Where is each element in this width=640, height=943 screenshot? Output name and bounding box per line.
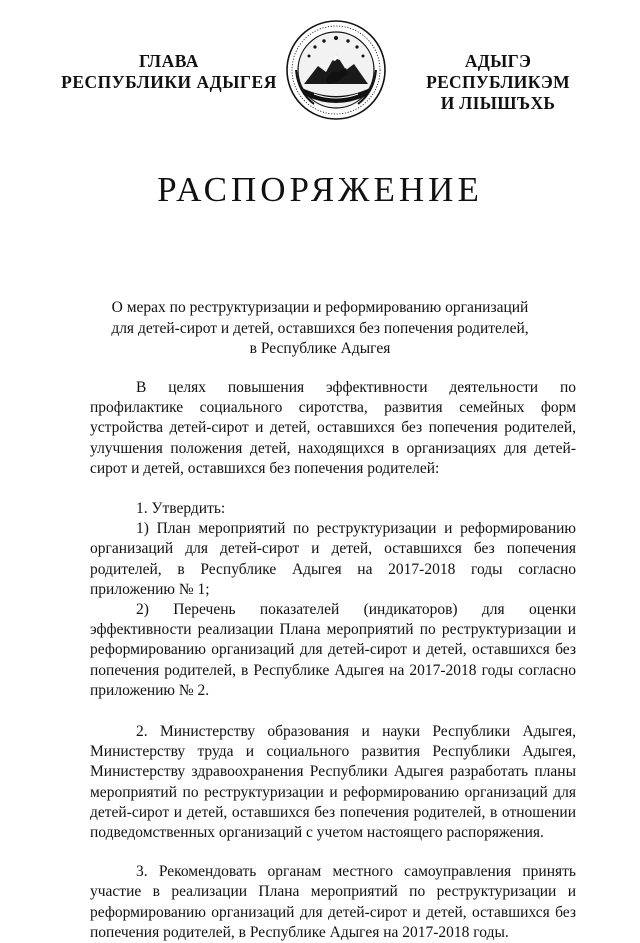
preamble-paragraph: В целях повышения эффективности деятельности по профилактике социального сиротства, развития семейных форм устройства детей-сирот и детей, оставшихся без попечения родителей, улучшения положения детей, находящихся в организациях для детей-сирот и детей, оставшихся без попечения родителей: [90, 379, 576, 477]
document-body [90, 378, 576, 943]
subject-line-3: в Республике Адыгея [249, 340, 391, 357]
header-left-line1: ГЛАВА [139, 51, 199, 71]
document-title: РАСПОРЯЖЕНИЕ [157, 170, 483, 209]
header-right [398, 51, 598, 114]
item-1-subitem-1: 1) План мероприятий по реструктуризации и реформированию организаций для детей-сирот и детей, оставшихся без попечения родителей, в Республике Адыгея на 2017-2018 годы согласно приложению № 1; [90, 520, 576, 598]
item-2-paragraph: 2. Министерству образования и науки Республики Адыгея, Министерству труда и социального развития Республики Адыгея, Министерству здравоохранения Республики Адыгея разработать планы мероприятий по реструктуризации и реформированию организаций для детей-сирот и детей, оставшихся без попечения родителей, в отношении подведомственных организаций с учетом настоящего распоряжения. [90, 723, 576, 842]
header-left [58, 51, 280, 93]
item-3-paragraph: 3. Рекомендовать органам местного самоуправления принять участие в реализации Плана мероприятий по реструктуризации и реформированию организаций для детей-сирот и детей, оставшихся без попечения родителей, в Республике Адыгея на 2017-2018 годы. [90, 863, 576, 941]
republic-of-adygea-coat-of-arms-icon [284, 18, 388, 122]
header-left-line2: РЕСПУБЛИКИ АДЫГЕЯ [61, 72, 277, 92]
document-subject [90, 298, 550, 360]
item-1-heading: 1. Утвердить: [136, 500, 226, 518]
header-right-line1: АДЫГЭ РЕСПУБЛИКЭМ [426, 51, 570, 92]
subject-line-2: для детей-сирот и детей, оставшихся без попечения родителей, [111, 319, 529, 337]
subject-line-1: О мерах по реструктуризации и реформированию организаций [111, 299, 529, 316]
header-right-line2: И ЛІЫШЪХЬ [440, 93, 556, 113]
item-1-subitem-2: 2) Перечень показателей (индикаторов) для оценки эффективности реализации Плана мероприятий по реструктуризации и реформированию организаций для детей-сирот и детей, оставшихся без попечения родителей, в Республике Адыгея на 2017-2018 годы согласно приложению № 2. [90, 601, 576, 699]
